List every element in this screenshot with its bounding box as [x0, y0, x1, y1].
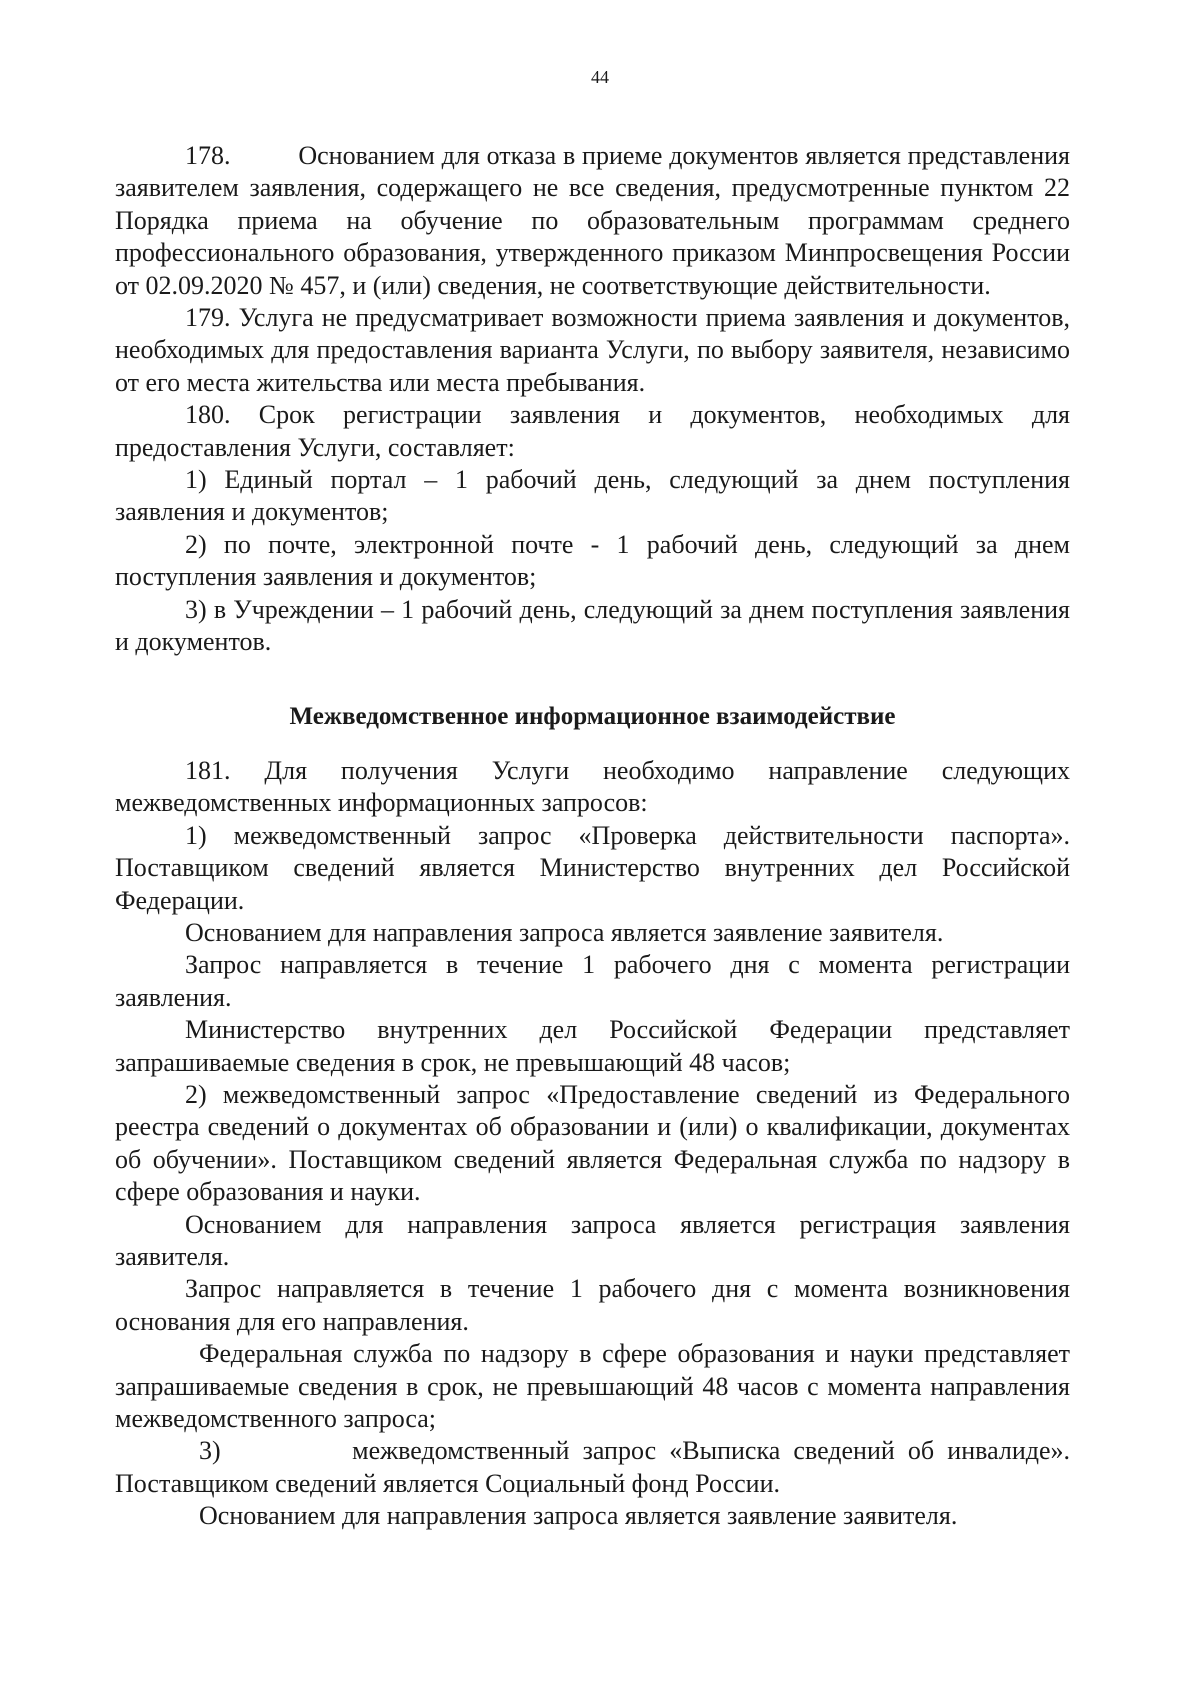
paragraph-180-item-2: 2) по почте, электронной почте - 1 рабочий день, следующий за днем поступления заявления и документов;	[115, 529, 1070, 592]
paragraph-181-item-1-provider: Министерство внутренних дел Российской Федерации представляет запрашиваемые сведения в срок, не превышающий 48 часов;	[115, 1015, 1070, 1077]
paragraph-180-item-3: 3) в Учреждении – 1 рабочий день, следующий за днем поступления заявления и документов.	[115, 594, 1070, 657]
paragraph-181-item-2-basis: Основанием для направления запроса является регистрация заявления заявителя.	[115, 1209, 1070, 1271]
paragraph-181-item-3: 3) межведомственный запрос «Выписка сведений об инвалиде». Поставщиком сведений является Социальный фонд России.	[115, 1436, 1077, 1498]
paragraph-178: 178. Основанием для отказа в приеме документов является представления заявителем заявления, содержащего не все сведения, предусмотренные пунктом 22 Порядка приема на обучение по образовательным программам среднего профессионального образования, утвержденного приказом Минпросвещения России от 02.09.2020 № 457, и (или) сведения, не соответствующие действительности.	[115, 141, 1077, 300]
paragraph-181-item-2-timing: Запрос направляется в течение 1 рабочего дня с момента возникновения основания для его направления.	[115, 1274, 1070, 1336]
paragraph-181-item-1-timing: Запрос направляется в течение 1 рабочего дня с момента регистрации заявления.	[115, 950, 1070, 1012]
paragraph-179: 179. Услуга не предусматривает возможности приема заявления и документов, необходимых для предоставления варианта Услуги, по выбору заявителя, независимо от его места жительства или места пребывания.	[115, 303, 1070, 397]
paragraph-181-item-3-basis: Основанием для направления запроса является заявление заявителя.	[199, 1501, 958, 1531]
section-heading: Межведомственное информационное взаимодействие	[289, 702, 896, 730]
paragraph-181-item-2-provider: Федеральная служба по надзору в сфере образования и науки представляет запрашиваемые сведения в срок, не превышающий 48 часов с момента направления межведомственного запроса;	[115, 1339, 1070, 1434]
document-body	[115, 140, 1077, 1533]
paragraph-180: 180. Срок регистрации заявления и документов, необходимых для предоставления Услуги, составляет:	[115, 400, 1070, 462]
paragraph-181-item-2: 2) межведомственный запрос «Предоставление сведений из Федерального реестра сведений о документах об образовании и (или) о квалификации, документах об обучении». Поставщиком сведений является Федеральная служба по надзору в сфере образования и науки.	[115, 1079, 1070, 1207]
paragraph-180-item-1: 1) Единый портал – 1 рабочий день, следующий за днем поступления заявления и документов;	[115, 465, 1070, 527]
paragraph-181-item-1: 1) межведомственный запрос «Проверка действительности паспорта». Поставщиком сведений является Министерство внутренних дел Российской Федерации.	[115, 820, 1070, 915]
paragraph-181: 181. Для получения Услуги необходимо направление следующих межведомственных информационных запросов:	[115, 755, 1070, 818]
page-number: 44	[591, 67, 609, 87]
paragraph-181-item-1-basis: Основанием для направления запроса является заявление заявителя.	[185, 917, 944, 947]
